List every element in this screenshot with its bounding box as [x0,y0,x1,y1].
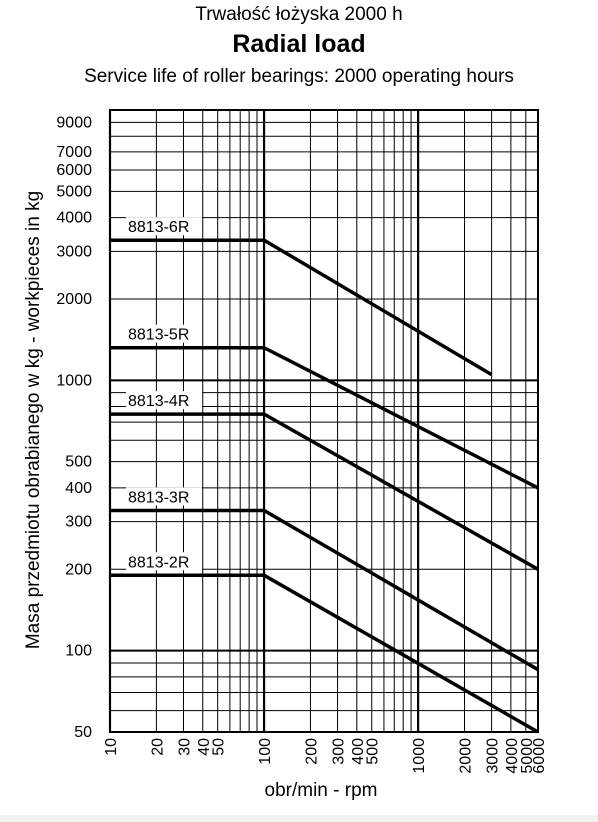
y-axis-label: Masa przedmiotu obrabianego w kg - workpieces in kg [23,190,44,650]
x-tick-label: 3000 [484,738,502,774]
x-tick-label: 300 [330,738,348,765]
x-tick-label: 4000 [503,738,521,774]
series-label-8813-6r: 8813-6R [128,219,190,237]
y-tick-label: 7000 [56,143,92,161]
y-tick-label: 5000 [56,183,92,201]
y-tick-label: 1000 [56,372,92,390]
x-tick-label: 500 [364,738,382,765]
series-line-8813-2r [110,575,538,732]
y-tick-labels [56,114,92,741]
series-label-8813-2r: 8813-2R [128,554,190,572]
x-tick-label: 20 [149,738,167,756]
series-labels [126,217,202,571]
y-tick-label: 3000 [56,243,92,261]
y-tick-label: 400 [65,479,92,497]
chart-title-polish: Trwałość łożyska 2000 h [195,4,403,25]
plot-frame [110,110,538,732]
y-tick-label: 300 [65,513,92,531]
y-tick-label: 100 [65,642,92,660]
y-tick-label: 2000 [56,290,92,308]
chart-grid [110,110,538,732]
series-label-8813-5r: 8813-5R [128,326,190,344]
y-tick-label: 9000 [56,114,92,132]
series-line-8813-6r [110,240,492,374]
series-label-8813-4r: 8813-4R [128,393,190,411]
x-tick-label: 40 [195,738,213,756]
y-tick-label: 500 [65,453,92,471]
series-lines [110,240,538,732]
x-tick-label: 10 [103,738,120,756]
x-tick-labels [103,738,548,774]
x-tick-label: 6000 [531,738,548,774]
chart-subtitle: Service life of roller bearings: 2000 operating hours [84,66,514,87]
chart-title: Radial load [232,30,366,58]
page-bottom-bar [0,815,598,822]
y-tick-label: 200 [65,561,92,579]
x-tick-label: 50 [210,738,228,756]
x-tick-label: 400 [349,738,367,765]
x-tick-label: 5000 [518,738,536,774]
series-label-8813-3r: 8813-3R [128,489,190,507]
x-tick-label: 200 [303,738,321,765]
y-tick-label: 4000 [56,209,92,227]
x-tick-label: 30 [176,738,194,756]
x-tick-label: 100 [257,738,275,765]
x-axis-label: obr/min - rpm [264,780,378,801]
x-tick-label: 2000 [457,738,475,774]
x-tick-label: 1000 [411,738,429,774]
series-line-8813-5r [110,348,538,488]
y-tick-label: 6000 [56,161,92,179]
y-tick-label: 50 [74,724,92,741]
